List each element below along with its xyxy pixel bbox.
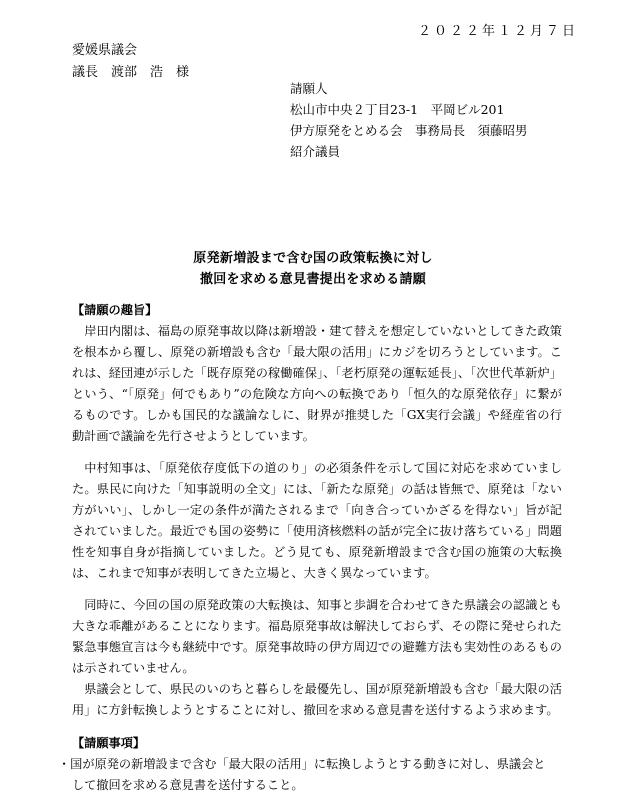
- request-heading: 【請願事項】: [72, 736, 146, 750]
- request-item-1: ・国が原発の新増設まで含む「最大限の活用」に転換しようとする動きに対し、県議会として撤回を求める意見書を送付すること。: [58, 757, 546, 792]
- purpose-paragraph-4: 県議会として、県民のいのちと暮らしを最優先し、国が原発新増設も含む「最大限の活用」に方針転換しようとすることに対し、撤回を求める意見書を送付するよう求めます。: [72, 682, 562, 717]
- purpose-paragraph-3: 同時に、今回の国の原発政策の大転換は、知事と歩調を合わせてきた県議会の認識とも大きな乖離があることになります。福島原発事故は解決しておらず、その際に発せられた緊急事態宣言は今も継続中です。原発事故時の伊方周辺での避難方法も実効性のあるものは示されていません。: [72, 598, 562, 675]
- addressee-assembly: 愛媛県議会: [72, 43, 138, 58]
- date: ２０２２年１２月７日: [417, 24, 578, 39]
- addressee: [72, 40, 189, 84]
- title-line-2: 撤回を求める意見書提出を求める請願: [199, 272, 427, 287]
- petition-body: [58, 300, 562, 796]
- petition-title: [0, 248, 626, 290]
- introducer-label: 紹介議員: [290, 144, 341, 159]
- petitioner-address: 松山市中央２丁目23-1 平岡ビル201: [290, 102, 505, 117]
- purpose-heading: 【請願の趣旨】: [72, 303, 158, 317]
- petitioner-block: [290, 78, 528, 162]
- addressee-chair: 議長 渡部 浩 様: [72, 65, 190, 80]
- purpose-paragraph-1: 岸田内閣は、福島の原発事故以降は新増設・建て替えを想定していないとしてきた政策を根本から覆し、原発の新増設も含む「最大限の活用」にカジを切ろうとしています。これは、経団連が示した「既存原発の稼働確保」、「老朽原発の運転延長」、「次世代革新炉」という、“「原発」何でもあり”の危険な方向への転換であり「恒久的な原発依存」に繋がるものです。しかも国民的な議論なしに、財界が推奨した「GX実行会議」や経産省の行動計画で議論を先行させようとしています。: [72, 324, 562, 443]
- purpose-paragraph-2: 中村知事は、「原発依存度低下の道のり」の必須条件を示して国に対応を求めていました。県民に向けた「知事説明の全文」には、「新たな原発」の話は皆無で、原発は「ない方がいい」、しかし一定の条件が満たされるまで「向き合っていかざるを得ない」旨が記されていました。最近でも国の姿勢に「使用済核燃料の話が完全に抜け落ちている」問題性を知事自身が指摘していました。どう見ても、原発新増設まで含む国の施策の大転換は、これまで知事が表明してきた立場と、大きく異なっています。: [72, 461, 562, 580]
- title-line-1: 原発新増設まで含む国の政策転換に対し: [193, 251, 433, 266]
- petitioner-label: 請願人: [290, 81, 328, 96]
- petitioner-org: 伊方原発をとめる会 事務局長 須藤昭男: [290, 123, 528, 138]
